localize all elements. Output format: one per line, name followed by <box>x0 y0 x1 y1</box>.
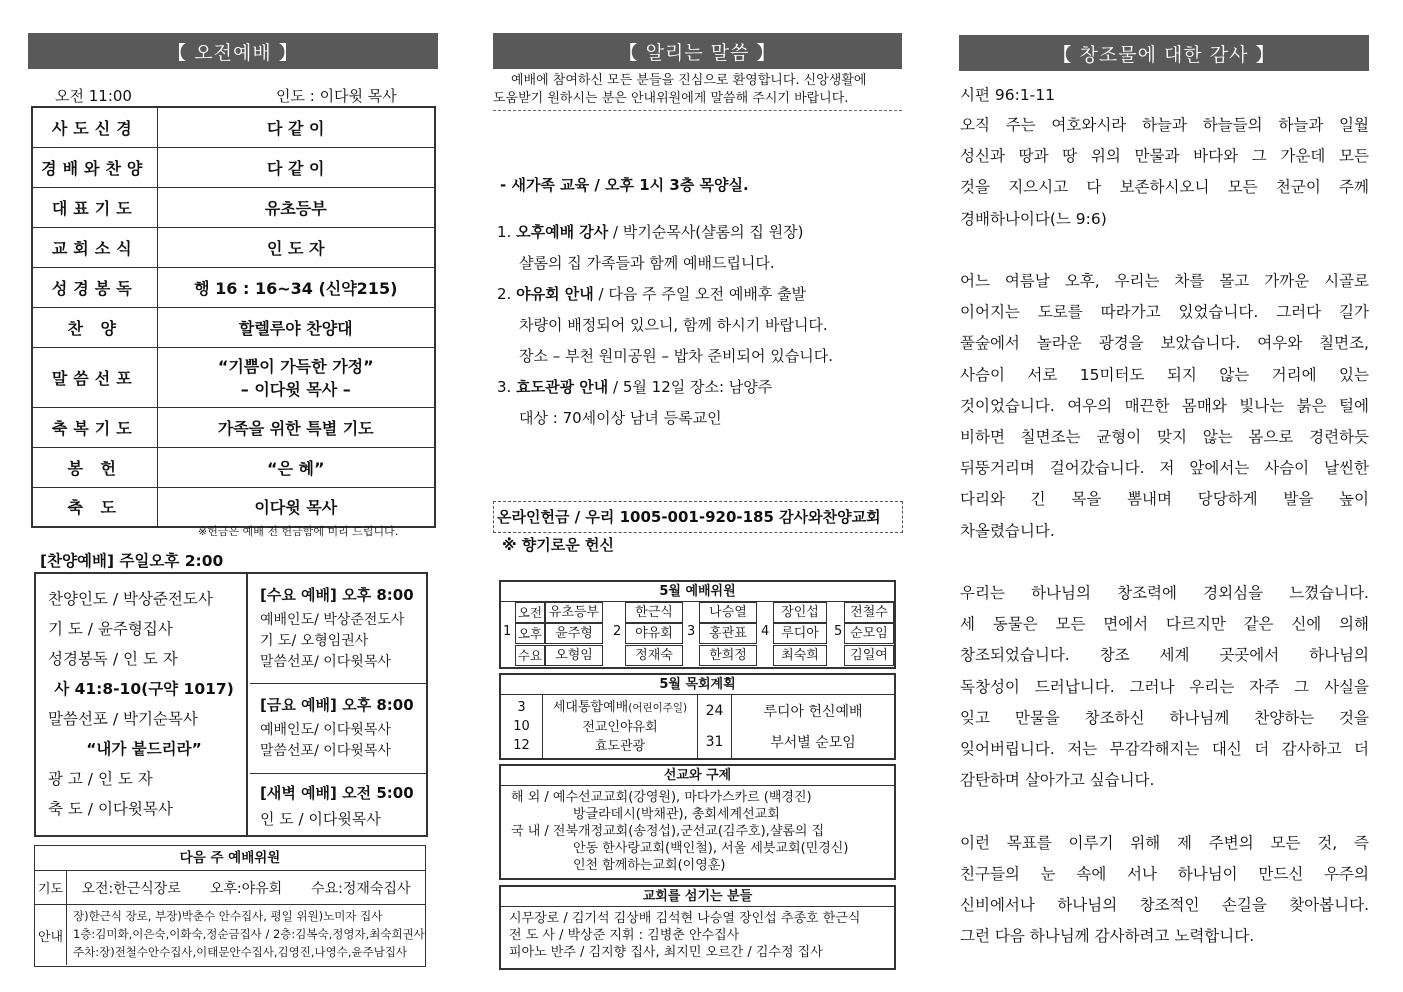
order-label: 축복기도 <box>32 407 157 447</box>
committee-cell: 나승열 <box>699 602 757 623</box>
devotional-line: 신비에서나 하나님의 창조적인 손길을 찾아봅니다. <box>960 896 1369 915</box>
devotional-line: 오직 주는 여호와시라 하늘과 하늘들의 하늘과 일월 <box>960 116 1369 134</box>
notice-title: 야유회 안내 <box>516 285 594 303</box>
notice-detail: / 다음 주 주일 오전 예배후 출발 <box>593 285 807 303</box>
notice-detail: / 박기순목사(샬롬의 집 원장) <box>608 223 804 241</box>
next-week-prayer: 오전:한근식장로 <box>81 880 181 897</box>
devotional-line: 이런 목표를 이루기 위해 제 주변의 모든 것, 즉 <box>960 833 1369 852</box>
online-offering: 온라인헌금 / 우리 1005-001-920-185 감사와찬양교회 <box>493 501 903 533</box>
mission-line: 국 내 / 전북개정교회(송정섭),군선교(김주호),샬롬의 집 <box>511 824 825 839</box>
order-label: 교회소식 <box>32 227 157 267</box>
plan-item-0: 세대통합예배 <box>552 699 629 715</box>
next-week-usher: 장)한근식 장로, 부장)박춘수 안수집사, 평일 위원)노미자 집사 <box>73 909 383 923</box>
servant-line: 전 도 사 / 박상준 지휘 : 김병춘 안수집사 <box>509 928 740 943</box>
next-week-row2-label: 안내 <box>35 905 67 965</box>
may-committee-box <box>499 580 896 669</box>
committee-cell: 루디아 <box>773 623 827 644</box>
next-week-prayer: 수요:정재숙집사 <box>311 880 411 897</box>
devotional-line: 경배하나이다(느 9:6) <box>960 209 1107 228</box>
mission-box <box>499 764 896 880</box>
plan-date: 10 <box>513 719 530 734</box>
devotional-line: 어느 여름날 오후, 우리는 차를 몰고 가까운 시골로 <box>960 272 1369 290</box>
order-row <box>32 407 435 447</box>
notice-item <box>497 372 902 434</box>
devotional-line: 것이었습니다. 여우의 매끈한 몸매와 빛나는 붉은 털에 <box>960 396 1369 415</box>
devotional-line: 감탄하며 살아가고 싶습니다. <box>960 771 1155 790</box>
next-week-usher: 1층:김미화,이은숙,이화숙,정순금집사 / 2층:김복숙,정영자,최숙희권사 <box>73 927 425 941</box>
order-label: 사도신경 <box>32 107 157 147</box>
order-value: 가족을 위한 특별 기도 <box>157 407 435 447</box>
wed-line: 말씀선포/ 이다윗목사 <box>260 654 391 670</box>
devotional-line: 뒤뚱거리며 걸어갔습니다. 저 앞에서는 사슴이 날씬한 <box>960 459 1369 478</box>
praise-line: 광 고 / 인 도 자 <box>48 770 153 788</box>
committee-week: 5 <box>834 624 843 639</box>
order-value: 이다윗 목사 <box>157 487 435 527</box>
morning-header: 【 오전예배 】 <box>28 33 438 69</box>
committee-cell: 장인섭 <box>773 602 827 623</box>
servant-line: 시무장로 / 김기석 김상배 김석현 나승열 장인섭 추종호 한근식 <box>509 911 861 926</box>
committee-cell: 유초등부 <box>545 602 603 623</box>
mission-line: 안동 한사랑교회(백인철), 서울 세븟교회(민경신) <box>573 841 849 856</box>
fri-line: 예배인도/ 이다윗목사 <box>260 722 391 738</box>
devotional-line: 비하면 칠면조는 균형이 맞지 않는 몸으로 경련하듯 <box>960 428 1369 447</box>
notice-detail: / 5월 12일 장소: 남양주 <box>608 378 773 396</box>
devotional-line: 그런 다음 하나님께 감사하려고 노력합니다. <box>960 927 1255 946</box>
order-value <box>157 347 435 407</box>
thanks-header: 【 창조물에 대한 감사 】 <box>959 35 1369 71</box>
plan-item-3: 효도관광 <box>594 738 646 754</box>
order-value: “은 혜” <box>157 447 435 487</box>
notice-item <box>497 217 902 279</box>
morning-time: 오전 11:00 <box>55 87 132 105</box>
dawn-line: 인 도 / 이다윗목사 <box>260 810 381 828</box>
order-row <box>32 447 435 487</box>
committee-week: 3 <box>687 624 696 639</box>
committee-cell: 최숙희 <box>773 645 827 666</box>
committee-week: 4 <box>761 624 770 639</box>
order-value-line: “기쁨이 가득한 가정” <box>217 357 374 376</box>
order-value: 할렐루야 찬양대 <box>157 307 435 347</box>
may-plan-title: 5월 목회계획 <box>501 675 894 695</box>
notice-num: 3. <box>497 378 512 396</box>
devotional-line: 차올렸습니다. <box>960 521 1055 540</box>
order-row <box>32 147 435 187</box>
order-value: 다 같 이 <box>157 147 435 187</box>
notice-num: 1. <box>497 223 512 241</box>
order-row <box>32 267 435 307</box>
devotional-line: 잊어버립니다. 저는 무감각해지는 대신 더 감사하고 더 <box>960 740 1369 759</box>
plan-date: 12 <box>513 738 530 753</box>
next-week-usher: 주차:장)전철수안수집사,이태문안수집사,김영진,나영수,윤주남집사 <box>73 945 408 959</box>
order-label: 대표기도 <box>32 187 157 227</box>
notice-title: 효도관광 안내 <box>516 378 609 396</box>
praise-box <box>34 572 428 837</box>
devotional-line: 세 동물은 모든 면에서 다르지만 같은 신에 의해 <box>960 615 1369 634</box>
servants-box <box>499 885 896 970</box>
worship-order-table <box>31 106 436 528</box>
plan-date: 31 <box>705 734 724 751</box>
plan-item-2: 전교인야유회 <box>582 719 658 735</box>
committee-cell: 전철수 <box>844 602 894 623</box>
plan-date: 3 <box>517 700 526 715</box>
praise-title: [찬양예배] 주일오후 2:00 <box>40 552 224 570</box>
praise-line: 사 41:8-10(구약 1017) <box>54 680 234 698</box>
committee-cell: 야유회 <box>625 623 683 644</box>
order-row <box>32 347 435 407</box>
wed-line: 기 도/ 오형임권사 <box>260 633 369 649</box>
notice-num: 2. <box>497 285 512 303</box>
notice-line: 장소 – 부천 원미공원 – 밥차 준비되어 있습니다. <box>519 347 833 365</box>
order-label: 경배와찬양 <box>32 147 157 187</box>
praise-line: 축 도 / 이다윗목사 <box>48 800 173 818</box>
committee-slot: 수요 <box>515 645 545 666</box>
committee-cell: 홍관표 <box>699 623 757 644</box>
committee-cell: 김일여 <box>844 645 894 666</box>
devotional-line: 성신과 땅과 땅 위의 만물과 바다와 그 가운데 모든 <box>960 147 1369 166</box>
order-row <box>32 187 435 227</box>
notice-line: 샬롬의 집 가족들과 함께 예배드립니다. <box>519 254 775 272</box>
committee-cell: 윤주형 <box>545 623 603 644</box>
committee-week: 2 <box>613 624 622 639</box>
new-family-notice: - 새가족 교육 / 오후 1시 3층 목양실. <box>500 176 749 194</box>
committee-cell: 한근식 <box>625 602 683 623</box>
devotional-line: 것을 지으시고 다 보존하시오니 모든 천군이 주께 <box>960 178 1369 197</box>
order-label: 봉 헌 <box>32 447 157 487</box>
mission-line: 해 외 / 예수선교교회(강영원), 마다가스카르 (백경진) <box>511 790 812 805</box>
devotional-line: 다리와 긴 목을 뽐내며 당당하게 발을 높이 <box>960 490 1369 509</box>
devotional-line: 우리는 하나님의 창조력에 경외심을 느꼈습니다. <box>960 584 1369 603</box>
plan-item-1: (어린이주일) <box>628 701 688 714</box>
fri-title: [금요 예배] 오후 8:00 <box>260 696 414 714</box>
notice-header: 【 알리는 말씀 】 <box>493 33 902 69</box>
committee-cell: 순모임 <box>844 623 894 644</box>
mission-title: 선교와 구제 <box>501 766 894 786</box>
notice-item <box>497 279 902 372</box>
committee-week: 1 <box>503 624 512 639</box>
order-value: 인 도 자 <box>157 227 435 267</box>
order-row <box>32 107 435 147</box>
order-row <box>32 307 435 347</box>
order-value-line: – 이다윗 목사 – <box>240 380 351 399</box>
offering-note: ※헌금은 예배 전 헌금함에 미리 드립니다. <box>198 525 399 538</box>
committee-slot: 오후 <box>515 623 545 644</box>
order-label: 성경봉독 <box>32 267 157 307</box>
notice-list <box>497 217 902 434</box>
may-plan-box <box>499 673 896 760</box>
praise-line: “내가 붙드리라” <box>86 740 202 758</box>
notice-line: 차량이 배정되어 있으니, 함께 하시기 바랍니다. <box>519 316 828 334</box>
order-value: 행 16 : 16~34 (신약215) <box>157 267 435 307</box>
committee-cell: 정재숙 <box>625 645 683 666</box>
order-label: 말씀선포 <box>32 347 157 407</box>
devotional-line: 창조되었습니다. 창조 세계 곳곳에서 하나님의 <box>960 646 1369 665</box>
next-week-row1-label: 기도 <box>35 871 67 904</box>
next-week-box <box>34 845 426 967</box>
welcome-text: 예배에 참여하신 모든 분들을 진심으로 환영합니다. 신앙생활에 도움받기 원하시는 분은 안내위원에게 말씀해 주시기 바랍니다. <box>493 72 902 111</box>
devotional-line: 친구들의 눈 속에 서나 하나님이 만드신 우주의 <box>960 864 1369 883</box>
order-value: 유초등부 <box>157 187 435 227</box>
praise-order <box>48 584 240 824</box>
plan-event: 부서별 순모임 <box>770 735 856 752</box>
order-row <box>32 487 435 527</box>
notice-title: 오후예배 강사 <box>516 223 609 241</box>
committee-cell: 오형임 <box>545 645 603 666</box>
devotional-line: 사슴이 서로 15미터도 되지 않는 거리에 있는 <box>960 365 1369 384</box>
servant-line: 피아노 반주 / 김지향 집사, 최지민 오르간 / 김수정 집사 <box>509 945 823 960</box>
servants-title: 교회를 섬기는 분들 <box>501 887 894 907</box>
praise-line: 찬양인도 / 박상준전도사 <box>48 590 213 608</box>
order-label: 찬 양 <box>32 307 157 347</box>
may-committee-title: 5월 예배위원 <box>501 582 894 602</box>
order-value: 다 같 이 <box>157 107 435 147</box>
wed-title: [수요 예배] 오후 8:00 <box>260 586 414 604</box>
next-week-prayer: 오후:야유회 <box>209 880 283 897</box>
wed-line: 예배인도/ 박상준전도사 <box>260 612 405 628</box>
next-week-title: 다음 주 예배위원 <box>35 846 425 871</box>
fragrant-offering: ※ 향기로운 헌신 <box>502 536 614 554</box>
dawn-title: [새벽 예배] 오전 5:00 <box>260 784 414 802</box>
plan-event: 루디아 헌신예배 <box>763 703 863 720</box>
mission-line: 인천 함께하는교회(이영훈) <box>573 858 726 873</box>
praise-line: 기 도 / 윤주형집사 <box>48 620 173 638</box>
devotional-line: 잊고 만물을 창조하신 하나님께 찬양하는 것을 <box>960 708 1369 727</box>
committee-slot: 오전 <box>515 602 545 623</box>
mission-line: 방글라데시(박채관), 총회세계선교회 <box>573 807 780 822</box>
devotional-line: 풀숲에서 놀라운 광경을 보았습니다. 여우와 칠면조, <box>960 334 1369 353</box>
committee-cell: 한희정 <box>699 645 757 666</box>
order-row <box>32 227 435 267</box>
devotional-line: 이어지는 도로를 따라가고 있었습니다. 그러다 길가 <box>960 303 1369 322</box>
praise-line: 말씀선포 / 박기순목사 <box>48 710 198 728</box>
order-label: 축 도 <box>32 487 157 527</box>
weekday-worship <box>250 574 426 838</box>
morning-leader: 인도 : 이다윗 목사 <box>276 87 397 105</box>
devotional-text <box>960 110 1369 952</box>
plan-date: 24 <box>705 702 724 719</box>
scripture-ref: 시편 96:1-11 <box>960 86 1055 104</box>
devotional-line: 독창성이 드러납니다. 그러나 우리는 자주 그 사실을 <box>960 677 1369 696</box>
fri-line: 말씀선포/ 이다윗목사 <box>260 743 391 759</box>
praise-line: 성경봉독 / 인 도 자 <box>48 650 178 668</box>
notice-line: 대상 : 70세이상 남녀 등록교인 <box>519 409 722 427</box>
